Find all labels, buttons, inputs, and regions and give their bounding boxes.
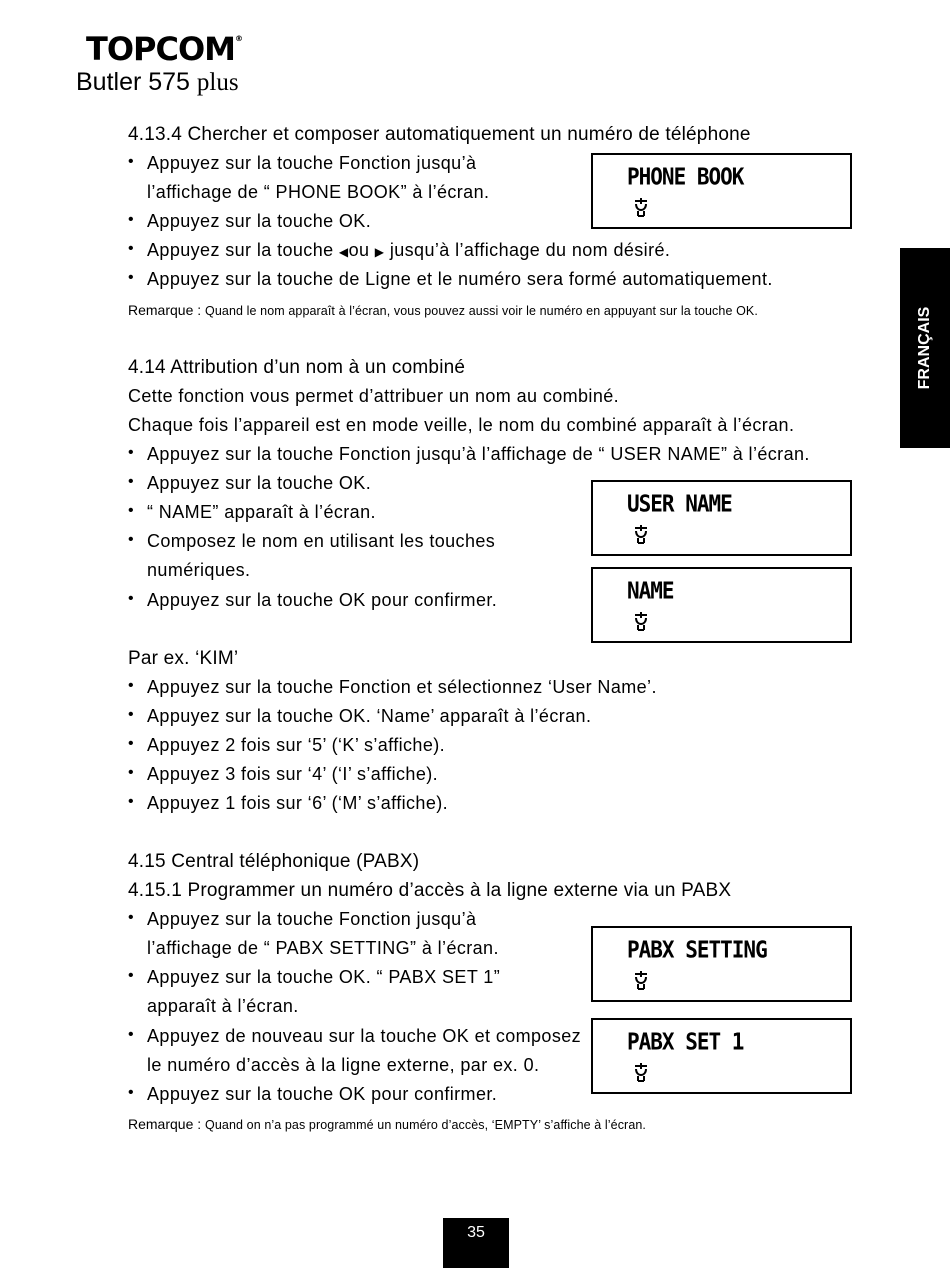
- bullet: •: [128, 502, 134, 519]
- note-label: Remarque :: [128, 302, 202, 318]
- list-item: Composez le nom en utilisant les touches: [147, 531, 496, 551]
- list-item: Appuyez 3 fois sur ‘4’ (‘I’ s’affiche).: [147, 764, 439, 784]
- model-title: [76, 68, 239, 97]
- handset-icon: [631, 524, 651, 544]
- lcd-text: PABX SET 1: [627, 1028, 744, 1056]
- language-tab: [900, 248, 950, 448]
- list-item: Appuyez sur la touche Fonction et sélectionnez ‘User Name’.: [147, 677, 657, 697]
- list-item: Appuyez 2 fois sur ‘5’ (‘K’ s’affiche).: [147, 735, 446, 755]
- bullet: •: [128, 735, 134, 752]
- bullet: •: [128, 240, 134, 257]
- left-arrow-icon: ◀: [338, 245, 349, 259]
- bullet: •: [128, 793, 134, 810]
- bullet: •: [128, 1026, 134, 1043]
- handset-icon: [631, 1062, 651, 1082]
- brand-name: TOPCOM: [86, 30, 236, 68]
- bullet: •: [128, 677, 134, 694]
- list-item: Appuyez sur la touche Fonction jusqu’à: [147, 153, 477, 173]
- list-item: Appuyez sur la touche OK pour confirmer.: [147, 590, 498, 610]
- paragraph: Chaque fois l’appareil est en mode veille, le nom du combiné apparaît à l’écran.: [128, 415, 795, 435]
- text-run: ou: [348, 240, 370, 260]
- list-item-continuation: l’affichage de “ PHONE BOOK” à l’écran.: [147, 182, 490, 202]
- bullet: •: [128, 706, 134, 723]
- subsection-heading: 4.15.1 Programmer un numéro d’accès à la ligne externe via un PABX: [128, 880, 732, 901]
- lcd-display: [591, 480, 852, 556]
- lcd-text: PHONE BOOK: [627, 163, 744, 191]
- list-item: Appuyez sur la touche Fonction jusqu’à l’affichage de “ USER NAME” à l’écran.: [147, 444, 810, 464]
- paragraph: Cette fonction vous permet d’attribuer un nom au combiné.: [128, 386, 620, 406]
- list-item-continuation: le numéro d’accès à la ligne externe, par ex. 0.: [147, 1055, 540, 1075]
- registered-mark: ®: [235, 34, 243, 43]
- lcd-display: [591, 1018, 852, 1094]
- list-item: Appuyez sur la touche de Ligne et le numéro sera formé automatiquement.: [147, 269, 773, 289]
- bullet: •: [128, 269, 134, 286]
- list-item: Appuyez sur la touche OK. ‘Name’ apparaît à l’écran.: [147, 706, 592, 726]
- page-number: 35: [443, 1218, 509, 1268]
- handset-icon: [631, 197, 651, 217]
- list-item: “ NAME” apparaît à l’écran.: [147, 502, 376, 522]
- text-run: jusqu’à l’affichage du nom désiré.: [389, 240, 671, 260]
- list-item-continuation: numériques.: [147, 560, 251, 580]
- list-item: Appuyez sur la touche OK. “ PABX SET 1”: [147, 967, 501, 987]
- list-item: Appuyez sur la touche Fonction jusqu’à: [147, 909, 477, 929]
- note-label: Remarque :: [128, 1116, 202, 1132]
- model-name: Butler 575: [76, 68, 190, 96]
- model-suffix: plus: [196, 69, 239, 96]
- list-item: Appuyez 1 fois sur ‘6’ (‘M’ s’affiche).: [147, 793, 449, 813]
- list-item: Appuyez sur la touche OK.: [147, 211, 372, 231]
- lcd-text: PABX SETTING: [627, 936, 767, 964]
- example-title: Par ex. ‘KIM’: [128, 648, 239, 669]
- lcd-display: [591, 153, 852, 229]
- section-heading: 4.15 Central téléphonique (PABX): [128, 851, 420, 872]
- list-item: Appuyez sur la touche OK pour confirmer.: [147, 1084, 498, 1104]
- bullet: •: [128, 211, 134, 228]
- bullet: •: [128, 764, 134, 781]
- bullet: •: [128, 590, 134, 607]
- section-heading: 4.13.4 Chercher et composer automatiquement un numéro de téléphone: [128, 124, 751, 145]
- language-label: FRANÇAIS: [916, 306, 933, 390]
- bullet: •: [128, 444, 134, 461]
- lcd-text: NAME: [627, 577, 674, 605]
- bullet: •: [128, 967, 134, 984]
- lcd-display: [591, 567, 852, 643]
- note: [128, 302, 758, 318]
- right-arrow-icon: ▶: [374, 245, 385, 259]
- list-item: Appuyez sur la touche OK.: [147, 473, 372, 493]
- note: [128, 1116, 646, 1132]
- section-heading: 4.14 Attribution d’un nom à un combiné: [128, 357, 466, 378]
- list-item-continuation: l’affichage de “ PABX SETTING” à l’écran.: [147, 938, 499, 958]
- handset-icon: [631, 970, 651, 990]
- list-item: Appuyez de nouveau sur la touche OK et composez: [147, 1026, 582, 1046]
- note-text: Quand le nom apparaît à l’écran, vous pouvez aussi voir le numéro en appuyant sur la touche OK.: [205, 304, 758, 318]
- bullet: •: [128, 531, 134, 548]
- bullet: •: [128, 1084, 134, 1101]
- list-item: [147, 240, 670, 261]
- note-text: Quand on n’a pas programmé un numéro d’accès, ‘EMPTY’ s’affiche à l’écran.: [205, 1118, 646, 1132]
- list-item-continuation: apparaît à l’écran.: [147, 996, 299, 1016]
- lcd-text: USER NAME: [627, 490, 732, 518]
- bullet: •: [128, 473, 134, 490]
- text-run: Appuyez sur la touche: [147, 240, 334, 260]
- bullet: •: [128, 909, 134, 926]
- handset-icon: [631, 611, 651, 631]
- brand-logo: [86, 30, 242, 68]
- lcd-display: [591, 926, 852, 1002]
- bullet: •: [128, 153, 134, 170]
